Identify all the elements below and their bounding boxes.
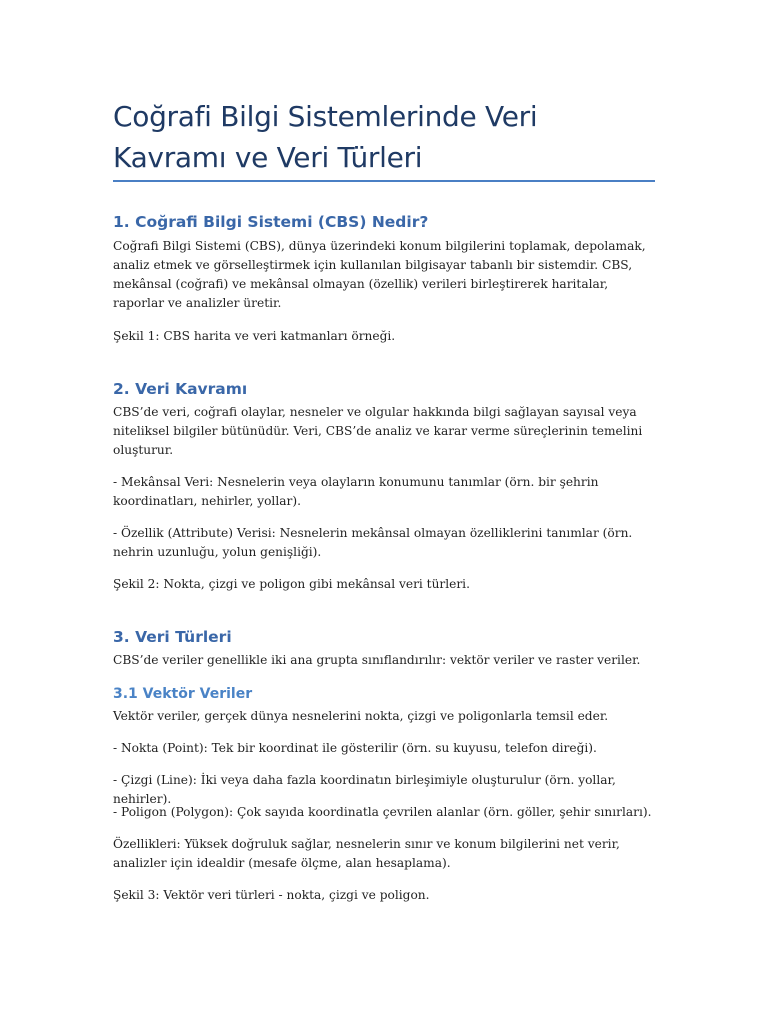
paragraph-cbs-definition: Coğrafi Bilgi Sistemi (CBS), dünya üzerindeki konum bilgilerini toplamak, depolamak, analiz etmek ve görselleştirmek için kullanılan bilgisayar tabanlı bir sistemdir. CBS, mekânsal (coğrafi) ve mekânsal olmayan (özellik) verileri birleştirerek haritalar, raporlar ve analizler üretir. — [113, 239, 646, 310]
paragraph-veri-turleri: CBS’de veriler genellikle iki ana grupta sınıflandırılır: vektör veriler ve raster veriler. — [113, 653, 641, 667]
paragraph-vektor-definition: Vektör veriler, gerçek dünya nesnelerini nokta, çizgi ve poligonlarla temsil eder. — [113, 709, 609, 723]
figure-caption-3: Şekil 3: Vektör veri türleri - nokta, çizgi ve poligon. — [113, 888, 430, 902]
list-item-cizgi: - Çizgi (Line): İki veya daha fazla koordinatın birleşimiyle oluşturulur (örn. yollar, nehirler). — [113, 773, 616, 806]
list-item-nokta: - Nokta (Point): Tek bir koordinat ile gösterilir (örn. su kuyusu, telefon direği). — [113, 741, 597, 755]
section-heading-veri-turleri: 3. Veri Türleri — [113, 628, 232, 646]
paragraph-ozellikleri: Özellikleri: Yüksek doğruluk sağlar, nesnelerin sınır ve konum bilgilerini net verir, analizler için idealdir (mesafe ölçme, alan hesaplama). — [113, 837, 620, 870]
subsection-heading-vektor: 3.1 Vektör Veriler — [113, 686, 253, 702]
paragraph-ozellik-verisi: - Özellik (Attribute) Verisi: Nesnelerin mekânsal olmayan özelliklerini tanımlar (örn. nehrin uzunluğu, yolun genişliği). — [113, 526, 633, 559]
title-divider — [113, 180, 655, 182]
section-heading-cbs: 1. Coğrafi Bilgi Sistemi (CBS) Nedir? — [113, 213, 429, 231]
figure-caption-1: Şekil 1: CBS harita ve veri katmanları örneği. — [113, 329, 396, 343]
paragraph-veri-definition: CBS’de veri, coğrafi olaylar, nesneler ve olgular hakkında bilgi sağlayan sayısal veya niteliksel bilgiler bütünüdür. Veri, CBS’de analiz ve karar verme süreçlerinin temelini oluşturur. — [113, 405, 643, 457]
document-title: Coğrafi Bilgi Sistemlerinde Veri Kavramı ve Veri Türleri — [113, 100, 538, 174]
section-heading-veri-kavrami: 2. Veri Kavramı — [113, 380, 248, 398]
figure-caption-2: Şekil 2: Nokta, çizgi ve poligon gibi mekânsal veri türleri. — [113, 577, 470, 591]
list-item-poligon: - Poligon (Polygon): Çok sayıda koordinatla çevrilen alanlar (örn. göller, şehir sınırları). — [113, 805, 652, 819]
paragraph-mekansal-veri: - Mekânsal Veri: Nesnelerin veya olayların konumunu tanımlar (örn. bir şehrin koordinatları, nehirler, yollar). — [113, 475, 599, 508]
